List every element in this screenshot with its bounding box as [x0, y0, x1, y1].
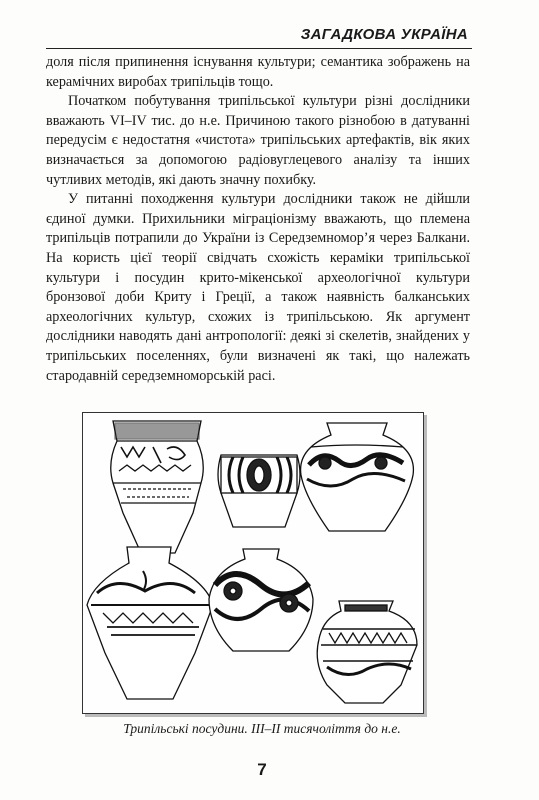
book-title: ЗАГАДКОВА УКРАЇНА — [300, 26, 468, 43]
body-text — [46, 53, 470, 386]
pottery-illustration — [82, 412, 424, 714]
small-pot-icon — [218, 455, 300, 527]
running-header — [46, 26, 472, 49]
figure-caption: Трипільські посудини. III–II тисячоліття до н.е. — [123, 721, 401, 736]
spiral-pot-icon — [301, 423, 414, 531]
paragraph-2: Початком побутування трипільської культури різні дослідники вважають VI–IV тис. до н.е. Причиною такого різнобою в датуванні передусім є недостатня «чистота» трипільських артефактів, вік яких визначається за допомогою радіовуглецевого аналізу та інших чутливих методів, які дають значну похибку. — [46, 93, 470, 188]
wide-pot-icon — [317, 601, 417, 703]
paragraph-1: доля після припинення існування культури; семантика зображень на керамічних виробах трипільців тощо. — [46, 54, 470, 90]
round-spiral-vessel-icon — [209, 549, 313, 651]
tall-amphora-icon — [87, 547, 213, 699]
paragraph-3: У питанні походження культури дослідники також не дійшли єдиної думки. Прихильники міграціонізму вважають, що племена трипільців потрапили до України із Середземномор’я через Балкани. На користь цієї теорії свідчать схожість кераміки трипільської культури і посудин крито-мікенської археологічної культури бронзової доби Криту і Греції, а також наявність балканських археологічних культур, схожих із трипільською. Як аргумент дослідники наводять дані антропології: деякі зі скелетів, знайдених у трипільських поселеннях, були визначені як такі, що належать стародавній середземноморській расі. — [46, 191, 470, 384]
amphora-with-figures-icon — [111, 421, 204, 553]
page-number: 7 — [257, 760, 267, 779]
